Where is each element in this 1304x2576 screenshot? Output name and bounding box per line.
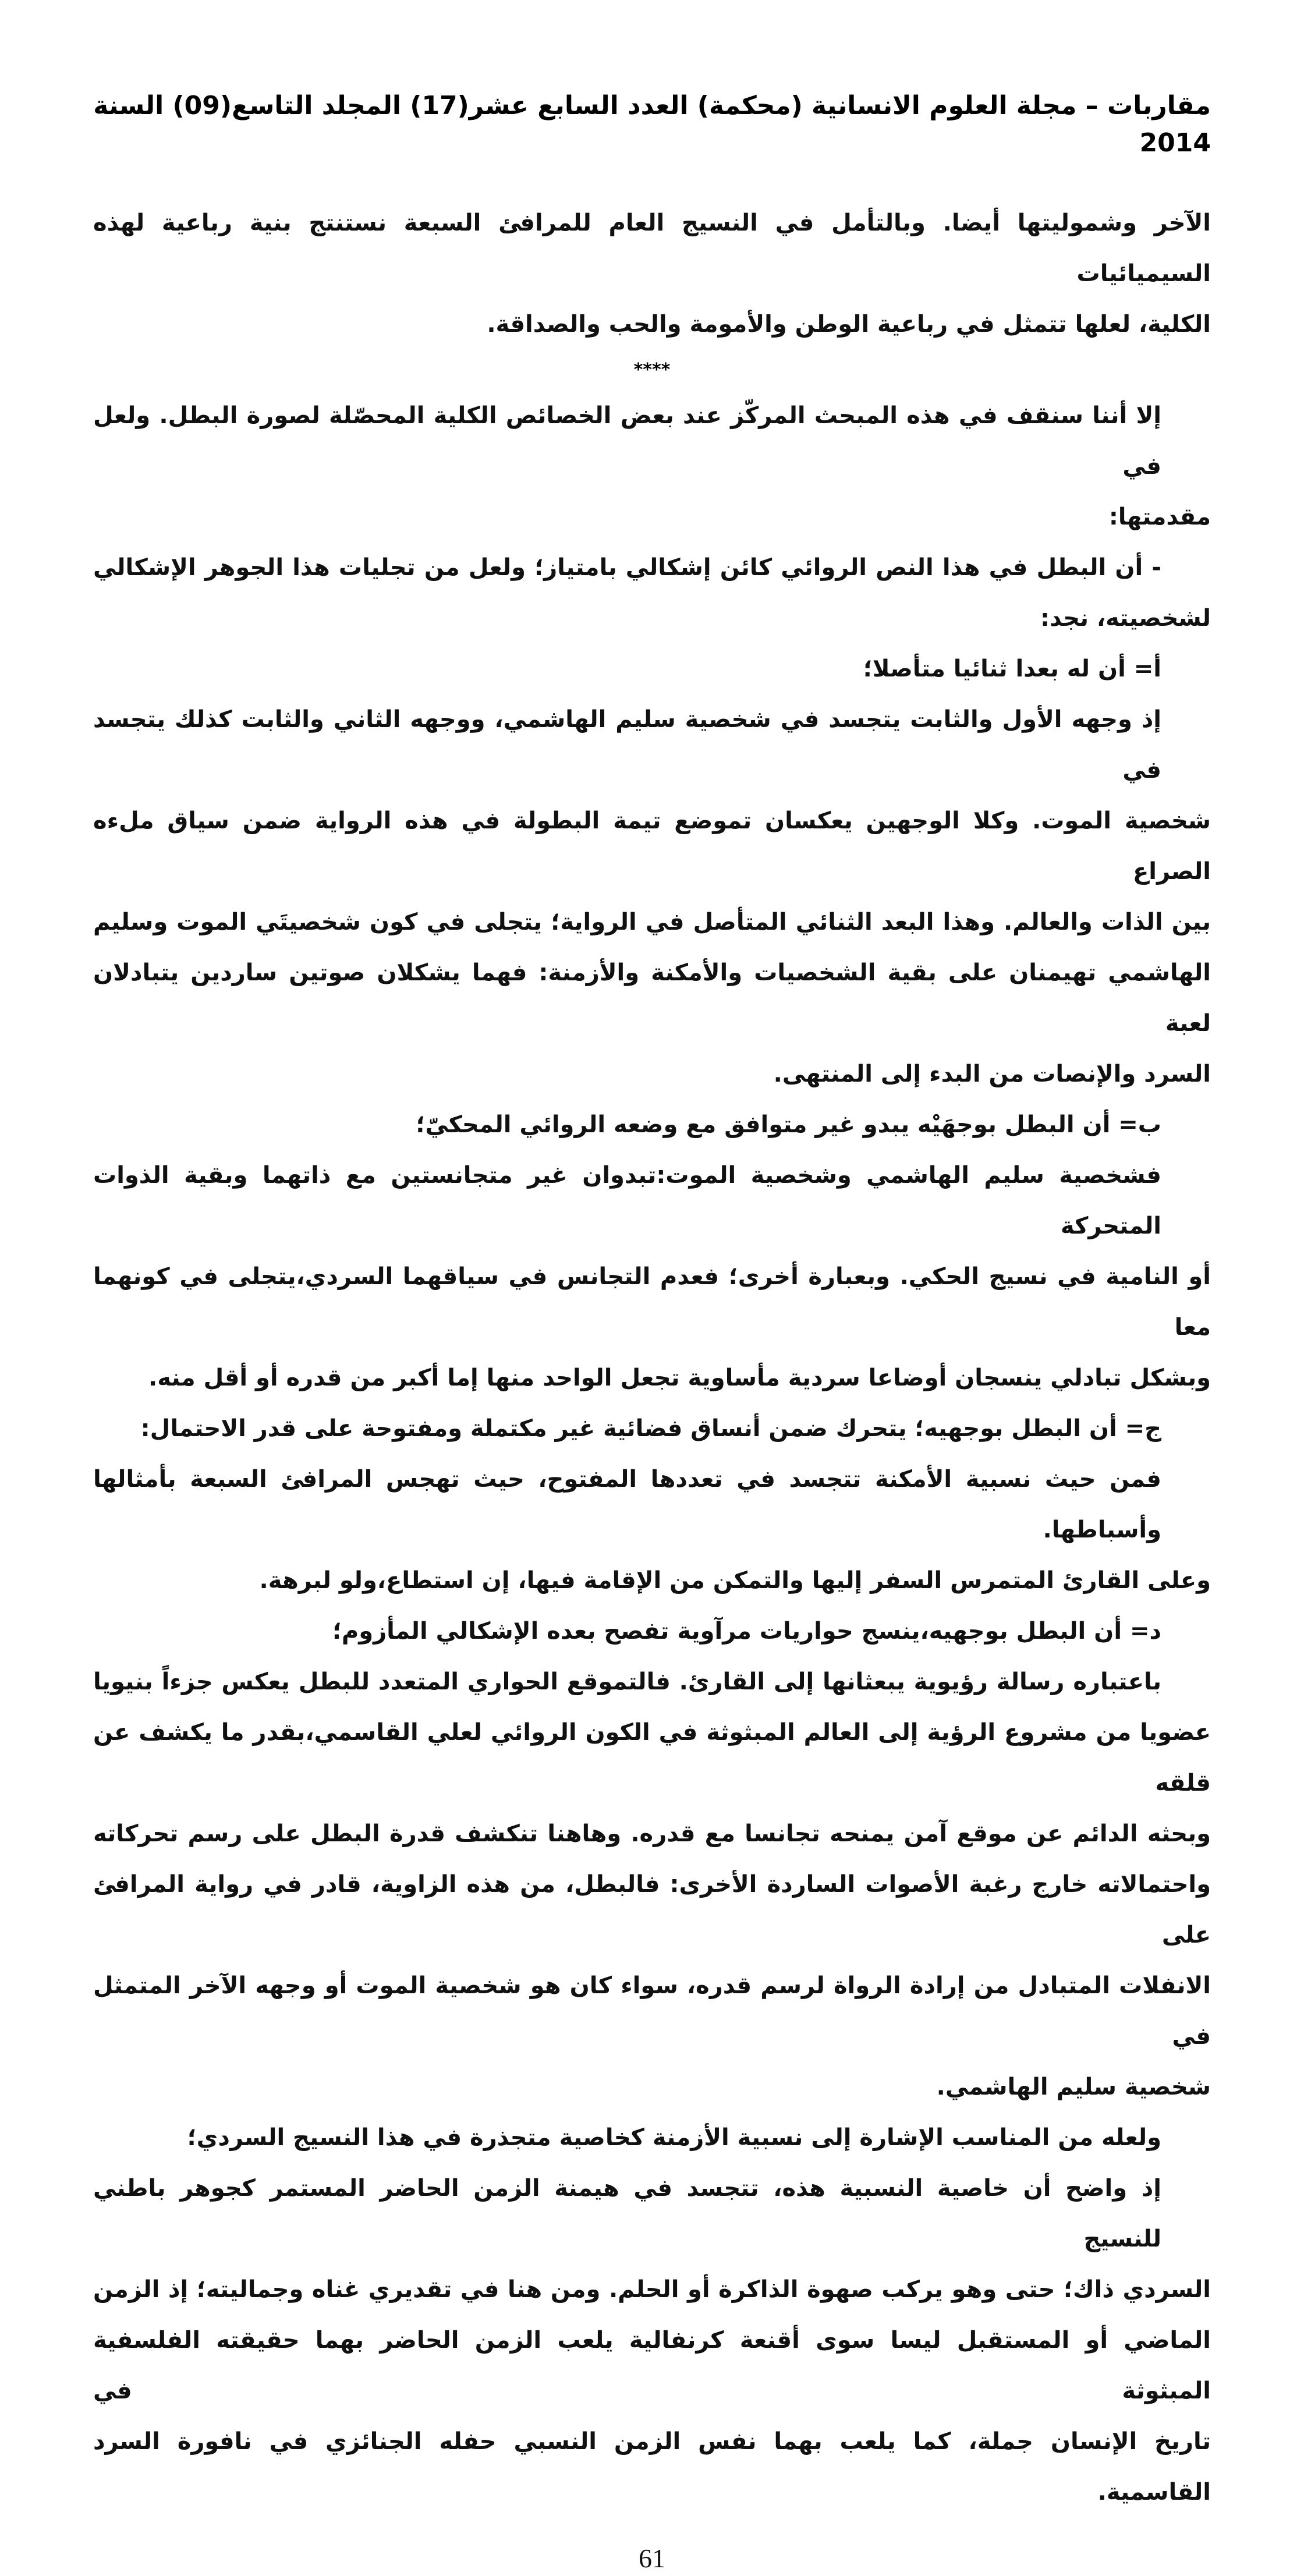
text-line: بين الذات والعالم. وهذا البعد الثنائي المتأصل في الرواية؛ يتجلى في كون شخصيتَي الموت وسليم — [93, 909, 1211, 936]
text-line: الكلية، لعلها تتمثل في رباعية الوطن والأمومة والحب والصداقة. — [487, 311, 1211, 338]
text-line: أ= أن له بعدا ثنائيا متأصلا؛ — [863, 655, 1161, 682]
text-line: لشخصيته، نجد: — [1040, 605, 1211, 632]
text-line: السردي ذاك؛ حتى وهو يركب صهوة الذاكرة أو الحلم. ومن هنا في تقديري غناه وجماليته؛ إذ الزمن — [93, 2276, 1211, 2303]
text-line: السرد والإنصات من البدء إلى المنتهى. — [773, 1061, 1211, 1087]
text-line: الآخر وشموليتها أيضا. وبالتأمل في النسيج العام للمرافئ السبعة نستنتج بنية رباعية لهذه السيميائيات — [93, 210, 1211, 287]
text-line: إذ واضح أن خاصية النسبية هذه، تتجسد في هيمنة الزمن الحاضر المستمر كجوهر باطني للنسيج — [93, 2175, 1161, 2252]
text-line: أو النامية في نسيج الحكي. وبعبارة أخرى؛ فعدم التجانس في سياقهما السردي،يتجلى في كونهما معا — [93, 1263, 1211, 1341]
text-line: ولعله من المناسب الإشارة إلى نسبية الأزمنة كخاصية متجذرة في هذا النسيج السردي؛ — [187, 2124, 1161, 2151]
text-line: فشخصية سليم الهاشمي وشخصية الموت:تبدوان غير متجانستين مع ذاتهما وبقية الذوات المتحركة — [93, 1162, 1161, 1239]
text-line: ب= أن البطل بوجهَيْه يبدو غير متوافق مع وضعه الروائي المحكيّ؛ — [416, 1111, 1161, 1138]
running-header: مقاربات – مجلة العلوم الانسانية (محكمة) العدد السابع عشر(17) المجلد التاسع(09) السنة 2014 — [93, 91, 1211, 158]
text-line: وعلى القارئ المتمرس السفر إليها والتمكن من الإقامة فيها، إن استطاع،ولو لبرهة. — [259, 1567, 1211, 1594]
text-line: الانفلات المتبادل من إرادة الرواة لرسم قدره، سواء كان هو شخصية الموت أو وجهه الآخر المتمثل في — [93, 1972, 1211, 2050]
text-line: وبحثه الدائم عن موقع آمن يمنحه تجانسا مع قدره. وهاهنا تنكشف قدرة البطل على رسم تحركاته — [93, 1820, 1211, 1847]
text-line: شخصية الموت. وكلا الوجهين يعكسان تموضع تيمة البطولة في هذه الرواية ضمن سياق ملءه الصراع — [93, 807, 1211, 885]
text-line: مقدمتها: — [1108, 504, 1211, 530]
page-number: 61 — [639, 2543, 665, 2573]
text-line: فمن حيث نسبية الأمكنة تتجسد في تعددها المفتوح، حيث تهجس المرافئ السبعة بأمثالها وأسباطها. — [93, 1466, 1161, 1543]
text-line: إذ وجهه الأول والثابت يتجسد في شخصية سليم الهاشمي، ووجهه الثاني والثابت كذلك يتجسد في — [93, 706, 1161, 784]
text-line: شخصية سليم الهاشمي. — [936, 2074, 1211, 2100]
text-line: واحتمالاته خارج رغبة الأصوات الساردة الأخرى: فالبطل، من هذه الزاوية، قادر في رواية المرافئ على — [93, 1871, 1211, 1948]
text-line: - أن البطل في هذا النص الروائي كائن إشكالي بامتياز؛ ولعل من تجليات هذا الجوهر الإشكالي — [93, 554, 1161, 581]
text-line: الماضي أو المستقبل ليسا سوى أقنعة كرنفالية يلعب الزمن الحاضر بهما حقيقته الفلسفية المبثوثة في — [93, 2327, 1211, 2404]
text-line: تاريخ الإنسان جملة، كما يلعب بهما نفس الزمن النسبي حفله الجنائزي في نافورة السرد القاسمية. — [93, 2428, 1211, 2506]
section-separator: **** — [633, 360, 671, 380]
text-line: باعتباره رسالة رؤيوية يبعثانها إلى القارئ. فالتموقع الحواري المتعدد للبطل يعكس جزءاً بنيويا — [93, 1668, 1161, 1695]
text-line: الهاشمي تهيمنان على بقية الشخصيات والأمكنة والأزمنة: فهما يشكلان صوتين ساردين يتبادلان لعبة — [93, 959, 1211, 1037]
text-line: د= أن البطل بوجهيه،ينسج حواريات مرآوية تفصح بعده الإشكالي المأزوم؛ — [332, 1618, 1161, 1645]
body-text — [93, 198, 1211, 2576]
text-line: ج= أن البطل بوجهيه؛ يتحرك ضمن أنساق فضائية غير مكتملة ومفتوحة على قدر الاحتمال: — [140, 1415, 1161, 1442]
text-line: عضويا من مشروع الرؤية إلى العالم المبثوثة في الكون الروائي لعلي القاسمي،بقدر ما يكشف عن قلقه — [93, 1719, 1211, 1797]
text-line: وبشكل تبادلي ينسجان أوضاعا سردية مأساوية تجعل الواحد منها إما أكبر من قدره أو أقل منه. — [148, 1365, 1211, 1391]
text-line: إلا أننا سنقف في هذه المبحث المركّز عند بعض الخصائص الكلية المحصّلة لصورة البطل. ولعل في — [93, 402, 1161, 480]
